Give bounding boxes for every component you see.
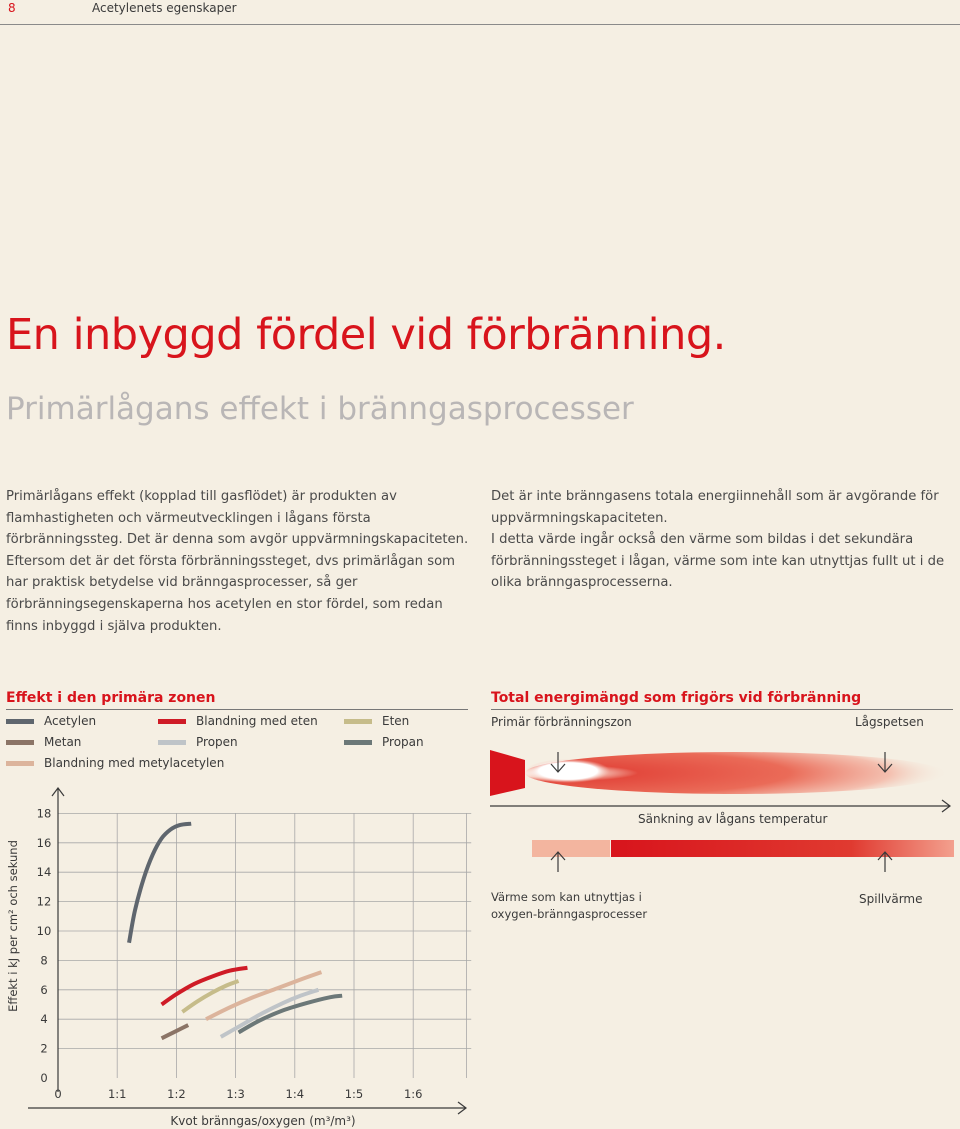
x-tick-label: 1:6: [403, 1087, 423, 1101]
x-axis-label: Kvot bränngas/oxygen (m³/m³): [170, 1114, 356, 1128]
y-tick-label: 12: [36, 894, 52, 909]
y-tick-label: 18: [36, 806, 52, 821]
series-line-acetylen: [129, 824, 191, 943]
legend-label: Propen: [196, 735, 238, 749]
legend-label: Metan: [44, 735, 82, 749]
line-chart: [0, 780, 480, 1129]
legend-label: Blandning med eten: [196, 714, 318, 728]
legend-swatch-metan: [6, 740, 34, 745]
legend-swatch-blandning-eten: [158, 719, 186, 724]
y-axis-label: Effekt i kJ per cm² och sekund: [6, 840, 20, 1012]
chart-axes: [28, 788, 466, 1114]
label-temperature-drop: Sänkning av lågans temperatur: [638, 812, 828, 826]
y-tick-label: 4: [40, 1012, 48, 1027]
chart-tick-labels: [37, 806, 423, 1101]
chart-legend: [6, 712, 466, 778]
x-tick-label: 1:2: [167, 1087, 186, 1101]
label-flame-tip: Lågspetsen: [855, 715, 924, 729]
legend-item: [6, 756, 224, 770]
series-line-metan: [162, 1025, 189, 1038]
label-primary-zone: Primär förbränningszon: [491, 715, 632, 729]
legend-label: Propan: [382, 735, 424, 749]
body-text-right: [491, 486, 957, 594]
x-tick-label: 1:5: [344, 1087, 364, 1101]
header-divider: [0, 24, 960, 25]
chart-grid: [58, 813, 471, 1078]
legend-item: [344, 735, 424, 749]
waste-heat-bar: [611, 840, 954, 857]
x-tick-label: 1:3: [226, 1087, 245, 1101]
y-tick-label: 14: [36, 865, 52, 880]
legend-swatch-acetylen: [6, 719, 34, 724]
x-tick-label: 1:4: [285, 1087, 305, 1101]
legend-label: Blandning med metylacetylen: [44, 756, 225, 770]
legend-swatch-eten: [344, 719, 372, 724]
legend-item: [158, 714, 318, 728]
diagram-title-rule: [491, 709, 953, 710]
legend-item: [6, 735, 81, 749]
burner-nozzle: [490, 750, 525, 796]
y-tick-label: 0: [40, 1071, 48, 1085]
flame-core: [526, 759, 610, 783]
legend-item: [158, 735, 238, 749]
usable-heat-bar: [532, 840, 610, 857]
page-title: En inbyggd fördel vid förbränning.: [6, 310, 726, 360]
legend-label: Eten: [382, 714, 410, 728]
chart-title-rule: [6, 709, 468, 710]
chart-title: Effekt i den primära zonen: [6, 690, 216, 706]
legend-swatch-metylacetylen: [6, 761, 34, 766]
legend-item: [344, 714, 409, 728]
legend-item: [6, 714, 96, 728]
running-header: Acetylenets egenskaper: [92, 1, 237, 15]
body-right-paragraph-1: Det är inte bränngasens totala energiinnehåll som är avgörande för uppvärmningskapaciteten.: [491, 489, 939, 526]
y-tick-label: 16: [36, 835, 52, 850]
x-tick-label: 0: [54, 1087, 62, 1101]
page-number: 8: [8, 1, 16, 15]
body-text-left: Primärlågans effekt (kopplad till gasflödet) är produkten av flamhastigheten och värmeutvecklingen i lågans första förbränningssteg. Det är denna som avgör uppvärmningskapaciteten. Eftersom det är det första förbränningssteget, dvs primärlågan som har praktisk betydelse vid bränngasprocesser, så ger förbränningsegenskaperna hos acetylen en stor fördel, som redan finns inbyggd i själva produkten.: [6, 489, 469, 634]
diagram-title: Total energimängd som frigörs vid förbränning: [491, 690, 862, 706]
label-waste-heat: Spillvärme: [859, 892, 923, 906]
y-tick-label: 6: [40, 982, 48, 997]
page-subtitle: Primärlågans effekt i bränngasprocesser: [6, 391, 634, 427]
y-tick-label: 2: [40, 1041, 48, 1056]
legend-swatch-propen: [158, 740, 186, 745]
y-tick-label: 8: [40, 953, 48, 968]
x-tick-label: 1:1: [107, 1087, 127, 1101]
arrow-right-icon: [490, 800, 950, 812]
body-right-paragraph-2: I detta värde ingår också den värme som bildas i det sekundära förbränningssteget i lågan, värme som inte kan utnyttjas fullt ut i de olika bränngasprocesserna.: [491, 532, 945, 591]
legend-swatch-propan: [344, 740, 372, 745]
label-usable-heat: Värme som kan utnyttjas i oxygen-bränngasprocesser: [491, 890, 648, 921]
y-tick-label: 10: [36, 924, 52, 938]
legend-label: Acetylen: [44, 714, 97, 728]
